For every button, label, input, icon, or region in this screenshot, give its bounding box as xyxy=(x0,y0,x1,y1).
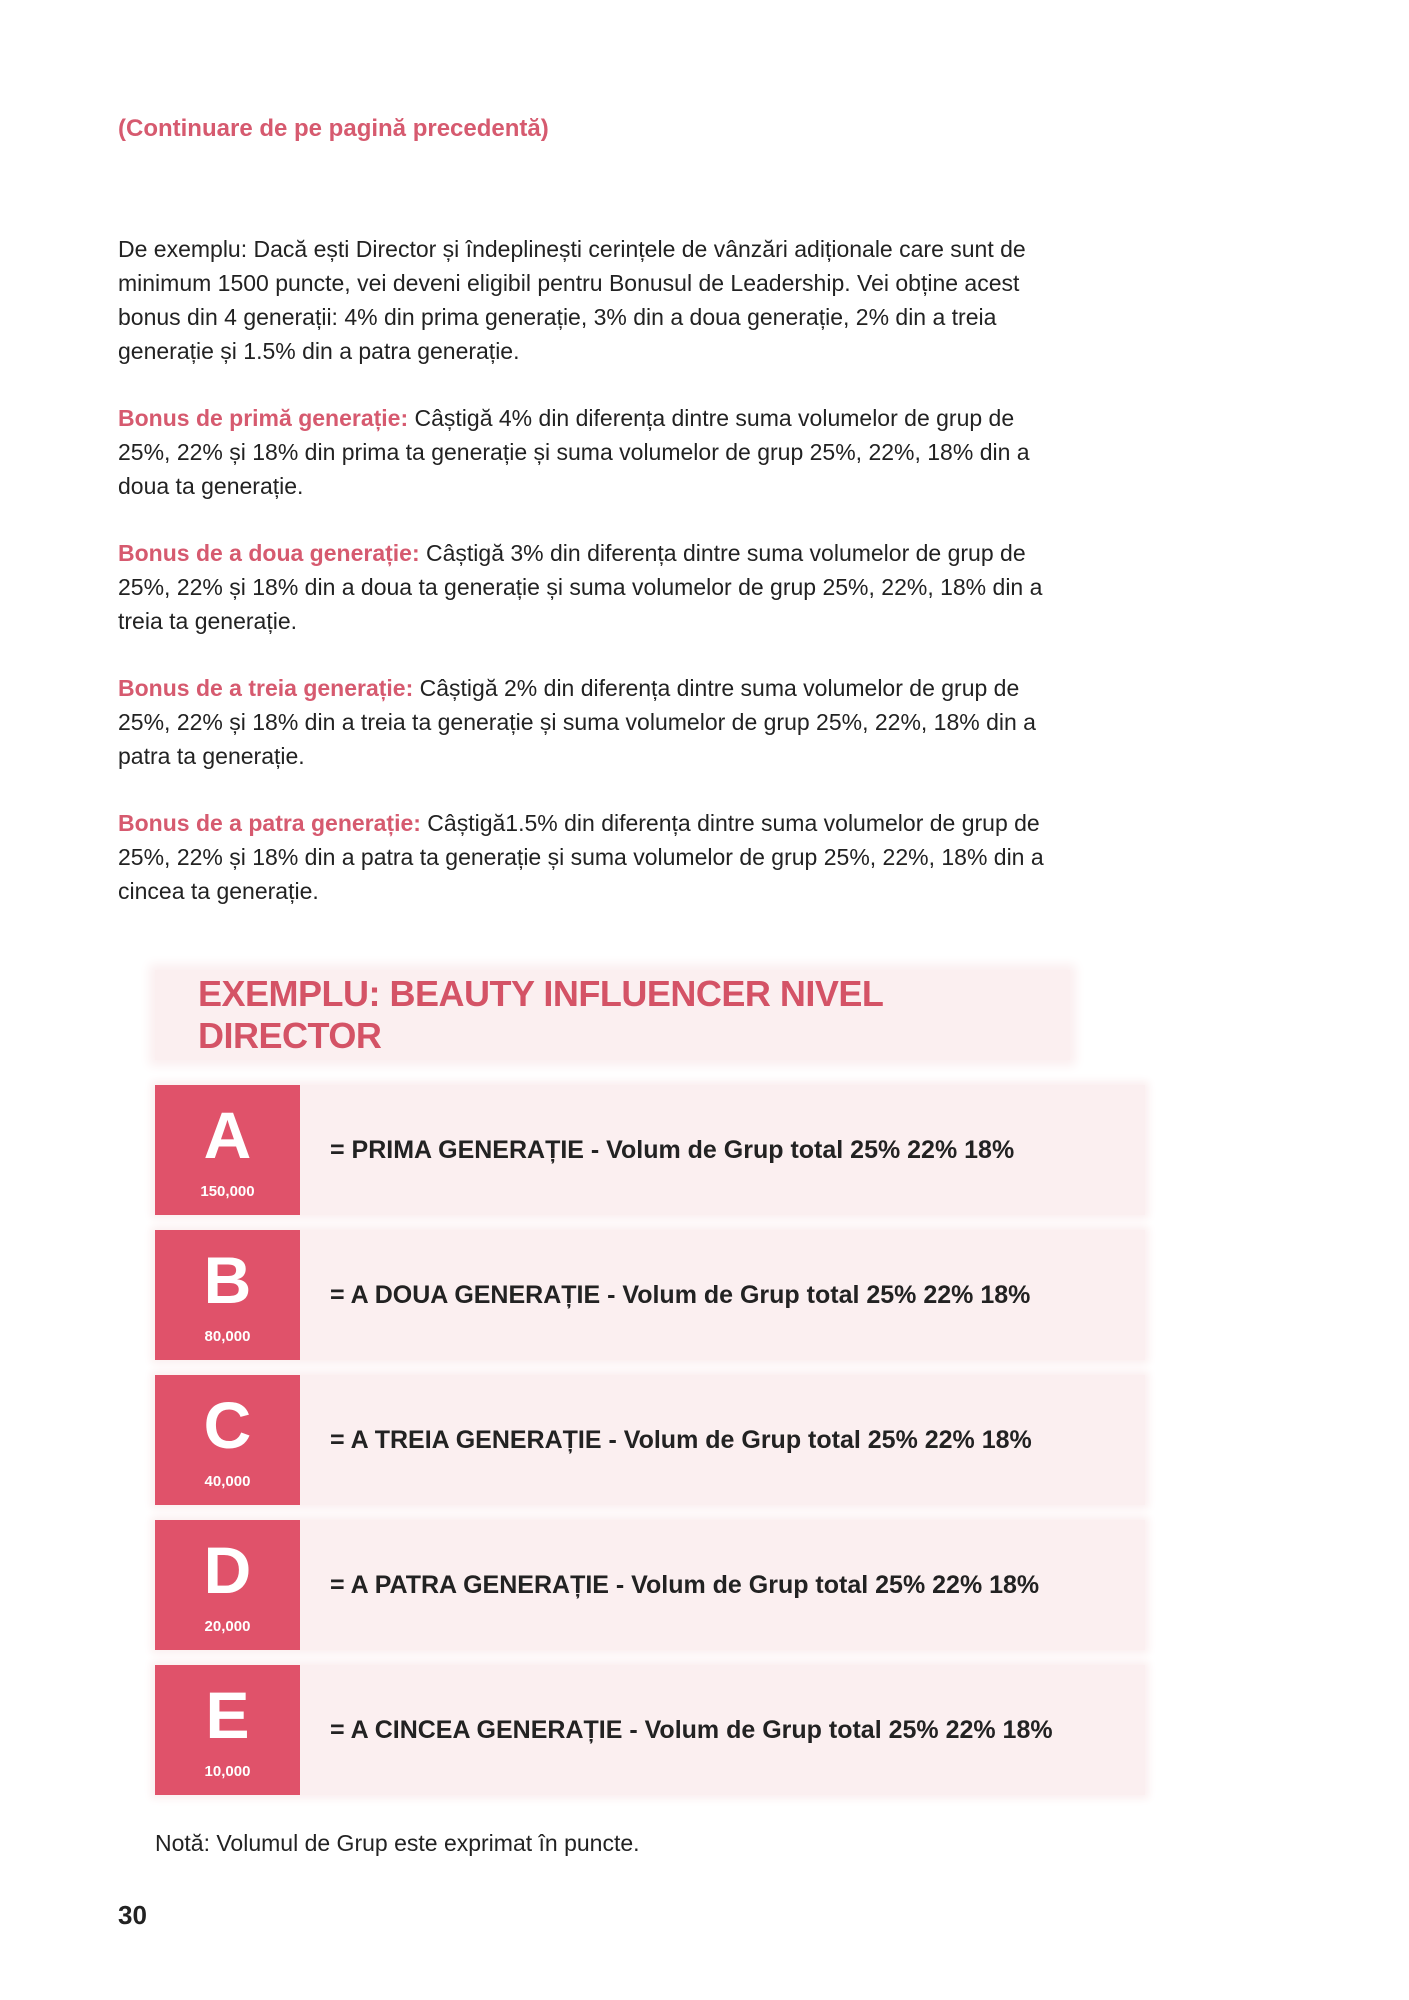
bonus-text: Câștigă 3% din diferența dintre suma volumelor de grup de 25%, 22% și 18% din a doua ta generație și suma volumelor de grup 25%, 22%, 18% din a treia ta generație. xyxy=(118,540,1043,634)
generation-badge xyxy=(155,1520,300,1650)
bonus-heading: Bonus de a patra generație: xyxy=(118,810,421,836)
body-text xyxy=(118,232,1063,941)
generation-letter: D xyxy=(203,1533,252,1607)
generation-description: = PRIMA GENERAȚIE - Volum de Grup total 25% 22% 18% xyxy=(330,1135,1015,1164)
generation-badge xyxy=(155,1375,300,1505)
bonus-heading: Bonus de a treia generație: xyxy=(118,675,414,701)
generation-description: = A PATRA GENERAȚIE - Volum de Grup total 25% 22% 18% xyxy=(330,1570,1040,1599)
footnote: Notă: Volumul de Grup este exprimat în puncte. xyxy=(155,1830,640,1856)
bonus-paragraph-3 xyxy=(118,671,1063,773)
generation-badge xyxy=(155,1230,300,1360)
generation-letter: E xyxy=(205,1678,250,1752)
continuation-note: (Continuare de pe pagină precedentă) xyxy=(118,115,549,142)
example-title-panel xyxy=(155,970,1070,1060)
bonus-heading: Bonus de a doua generație: xyxy=(118,540,420,566)
bonus-paragraph-2 xyxy=(118,536,1063,638)
generation-description: = A CINCEA GENERAȚIE - Volum de Grup total 25% 22% 18% xyxy=(330,1715,1053,1744)
bonus-text: Câștigă 2% din diferența dintre suma volumelor de grup de 25%, 22% și 18% din a treia ta generație și suma volumelor de grup 25%, 22%, 18% din a patra ta generație. xyxy=(118,675,1036,769)
generation-row-d xyxy=(155,1520,1145,1650)
bonus-paragraph-1 xyxy=(118,401,1063,503)
generation-volume: 40,000 xyxy=(204,1473,251,1490)
generation-description: = A TREIA GENERAȚIE - Volum de Grup total 25% 22% 18% xyxy=(330,1425,1032,1454)
bonus-text: Câștigă 4% din diferența dintre suma volumelor de grup de 25%, 22% și 18% din prima ta generație și suma volumelor de grup 25%, 22%, 18% din a doua ta generație. xyxy=(118,405,1030,499)
generation-row-a xyxy=(155,1085,1145,1215)
example-title: EXEMPLU: BEAUTY INFLUENCER NIVEL DIRECTOR xyxy=(198,973,883,1056)
generation-letter: A xyxy=(203,1098,252,1172)
generation-volume: 150,000 xyxy=(200,1183,255,1200)
generation-volume: 80,000 xyxy=(204,1328,251,1345)
bonus-text: Câștigă1.5% din diferența dintre suma volumelor de grup de 25%, 22% și 18% din a patra ta generație și suma volumelor de grup 25%, 22%, 18% din a cincea ta generație. xyxy=(118,810,1044,904)
generation-row-e xyxy=(155,1665,1145,1795)
page-number: 30 xyxy=(118,1900,147,1930)
generation-volume: 20,000 xyxy=(204,1618,251,1635)
generation-row-c xyxy=(155,1375,1145,1505)
generation-row-b xyxy=(155,1230,1145,1360)
intro-paragraph: De exemplu: Dacă ești Director și îndeplinești cerințele de vânzări adiționale care sunt de minimum 1500 puncte, vei deveni eligibil pentru Bonusul de Leadership. Vei obține acest bonus din 4 generații: 4% din prima generație, 3% din a doua generație, 2% din a treia generație și 1.5% din a patra generație. xyxy=(118,236,1026,364)
generation-letter: B xyxy=(203,1243,252,1317)
generation-description: = A DOUA GENERAȚIE - Volum de Grup total 25% 22% 18% xyxy=(330,1280,1031,1309)
generation-badge xyxy=(155,1665,300,1795)
generation-letter: C xyxy=(203,1388,252,1462)
bonus-heading: Bonus de primă generație: xyxy=(118,405,409,431)
generation-volume: 10,000 xyxy=(204,1763,251,1780)
bonus-paragraph-4 xyxy=(118,806,1063,908)
generation-badge xyxy=(155,1085,300,1215)
